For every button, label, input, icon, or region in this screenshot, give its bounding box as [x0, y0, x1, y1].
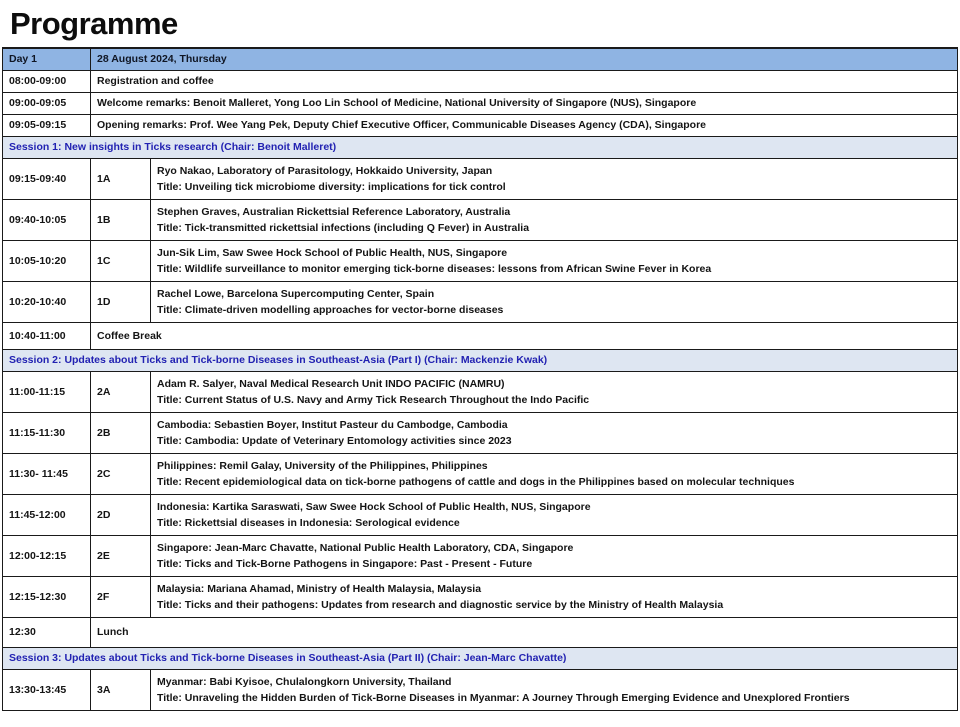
schedule-row-welcome-remarks: [3, 92, 958, 114]
talk-description-cell: [151, 371, 958, 412]
talk-description-cell: [151, 240, 958, 281]
talk-title-line: Title: Rickettsial diseases in Indonesia: Serological evidence: [157, 516, 460, 529]
talk-description-cell: [151, 535, 958, 576]
event-cell: Opening remarks: Prof. Wee Yang Pek, Deputy Chief Executive Officer, Communicable Diseases Agency (CDA), Singapore: [91, 114, 958, 136]
talk-description-cell: [151, 158, 958, 199]
time-cell: 11:15-11:30: [3, 412, 91, 453]
schedule-row-lunch: [3, 617, 958, 647]
talk-title-line: Title: Recent epidemiological data on tick-borne pathogens of cattle and dogs in the Philippines based on molecular techniques: [157, 475, 795, 488]
talk-code-cell: 2B: [91, 412, 151, 453]
schedule-row-registration: [3, 70, 958, 92]
time-cell: 13:30-13:45: [3, 669, 91, 710]
talk-description-cell: [151, 576, 958, 617]
time-cell: 10:40-11:00: [3, 322, 91, 349]
schedule-row-coffee-break: [3, 322, 958, 349]
talk-title-line: Title: Unraveling the Hidden Burden of Tick-Borne Diseases in Myanmar: A Journey Through Emerging Evidence and Unexplored Frontiers: [157, 691, 850, 704]
speaker-line: Jun-Sik Lim, Saw Swee Hock School of Public Health, NUS, Singapore: [157, 246, 508, 259]
talk-code-cell: 2A: [91, 371, 151, 412]
time-cell: 09:15-09:40: [3, 158, 91, 199]
time-cell: 09:05-09:15: [3, 114, 91, 136]
talk-title-line: Title: Climate-driven modelling approaches for vector-borne diseases: [157, 303, 504, 316]
session-2-header-row: [3, 349, 958, 371]
talk-row-3a: [3, 669, 958, 710]
talk-code-cell: 1D: [91, 281, 151, 322]
speaker-line: Cambodia: Sebastien Boyer, Institut Pasteur du Cambodge, Cambodia: [157, 418, 508, 431]
time-cell: 10:20-10:40: [3, 281, 91, 322]
talk-code-cell: 1C: [91, 240, 151, 281]
talk-row-1c: [3, 240, 958, 281]
talk-title-line: Title: Wildlife surveillance to monitor emerging tick-borne diseases: lessons from African Swine Fever in Korea: [157, 262, 712, 275]
time-cell: 11:45-12:00: [3, 494, 91, 535]
talk-title-line: Title: Current Status of U.S. Navy and Army Tick Research Throughout the Indo Pacific: [157, 393, 590, 406]
talk-description-cell: [151, 669, 958, 710]
time-cell: 11:30- 11:45: [3, 453, 91, 494]
speaker-line: Stephen Graves, Australian Rickettsial Reference Laboratory, Australia: [157, 205, 511, 218]
day-header-row: [3, 48, 958, 70]
session-1-header-row: [3, 136, 958, 158]
page-title: Programme: [10, 6, 178, 41]
talk-code-cell: 2F: [91, 576, 151, 617]
talk-row-2f: [3, 576, 958, 617]
time-cell: 12:00-12:15: [3, 535, 91, 576]
speaker-line: Indonesia: Kartika Saraswati, Saw Swee Hock School of Public Health, NUS, Singapore: [157, 500, 591, 513]
talk-row-2e: [3, 535, 958, 576]
time-cell: 08:00-09:00: [3, 70, 91, 92]
talk-code-cell: 1A: [91, 158, 151, 199]
talk-description-cell: [151, 453, 958, 494]
time-cell: 09:40-10:05: [3, 199, 91, 240]
programme-table: [2, 47, 958, 711]
speaker-line: Ryo Nakao, Laboratory of Parasitology, Hokkaido University, Japan: [157, 164, 493, 177]
session-title: Session 2: Updates about Ticks and Tick-borne Diseases in Southeast-Asia (Part I) (Chair: Mackenzie Kwak): [3, 349, 958, 371]
event-cell: Lunch: [91, 617, 958, 647]
talk-row-2d: [3, 494, 958, 535]
talk-title-line: Title: Tick-transmitted rickettsial infections (including Q Fever) in Australia: [157, 221, 530, 234]
talk-row-2b: [3, 412, 958, 453]
speaker-line: Rachel Lowe, Barcelona Supercomputing Center, Spain: [157, 287, 435, 300]
talk-description-cell: [151, 412, 958, 453]
talk-row-1b: [3, 199, 958, 240]
speaker-line: Singapore: Jean-Marc Chavatte, National Public Health Laboratory, CDA, Singapore: [157, 541, 574, 554]
talk-row-1d: [3, 281, 958, 322]
day-label: Day 1: [3, 48, 91, 70]
date-label: 28 August 2024, Thursday: [91, 48, 958, 70]
session-title: Session 3: Updates about Ticks and Tick-borne Diseases in Southeast-Asia (Part II) (Chair: Jean-Marc Chavatte): [3, 647, 958, 669]
session-title: Session 1: New insights in Ticks research (Chair: Benoit Malleret): [3, 136, 958, 158]
time-cell: 12:30: [3, 617, 91, 647]
talk-code-cell: 1B: [91, 199, 151, 240]
time-cell: 10:05-10:20: [3, 240, 91, 281]
talk-title-line: Title: Ticks and their pathogens: Updates from research and diagnostic service by the Ministry of Health Malaysia: [157, 598, 724, 611]
talk-title-line: Title: Unveiling tick microbiome diversity: implications for tick control: [157, 180, 506, 193]
event-cell: Registration and coffee: [91, 70, 958, 92]
talk-description-cell: [151, 281, 958, 322]
event-cell: Coffee Break: [91, 322, 958, 349]
talk-code-cell: 3A: [91, 669, 151, 710]
talk-description-cell: [151, 494, 958, 535]
talk-description-cell: [151, 199, 958, 240]
talk-code-cell: 2D: [91, 494, 151, 535]
talk-code-cell: 2C: [91, 453, 151, 494]
speaker-line: Malaysia: Mariana Ahamad, Ministry of Health Malaysia, Malaysia: [157, 582, 482, 595]
time-cell: 11:00-11:15: [3, 371, 91, 412]
event-cell: Welcome remarks: Benoit Malleret, Yong Loo Lin School of Medicine, National University of Singapore (NUS), Singapore: [91, 92, 958, 114]
talk-row-2a: [3, 371, 958, 412]
talk-row-2c: [3, 453, 958, 494]
speaker-line: Myanmar: Babi Kyisoe, Chulalongkorn University, Thailand: [157, 675, 452, 688]
time-cell: 09:00-09:05: [3, 92, 91, 114]
time-cell: 12:15-12:30: [3, 576, 91, 617]
talk-code-cell: 2E: [91, 535, 151, 576]
speaker-line: Philippines: Remil Galay, University of the Philippines, Philippines: [157, 459, 488, 472]
talk-row-1a: [3, 158, 958, 199]
talk-title-line: Title: Cambodia: Update of Veterinary Entomology activities since 2023: [157, 434, 512, 447]
talk-title-line: Title: Ticks and Tick-Borne Pathogens in Singapore: Past - Present - Future: [157, 557, 533, 570]
speaker-line: Adam R. Salyer, Naval Medical Research Unit INDO PACIFIC (NAMRU): [157, 377, 505, 390]
session-3-header-row: [3, 647, 958, 669]
schedule-row-opening-remarks: [3, 114, 958, 136]
